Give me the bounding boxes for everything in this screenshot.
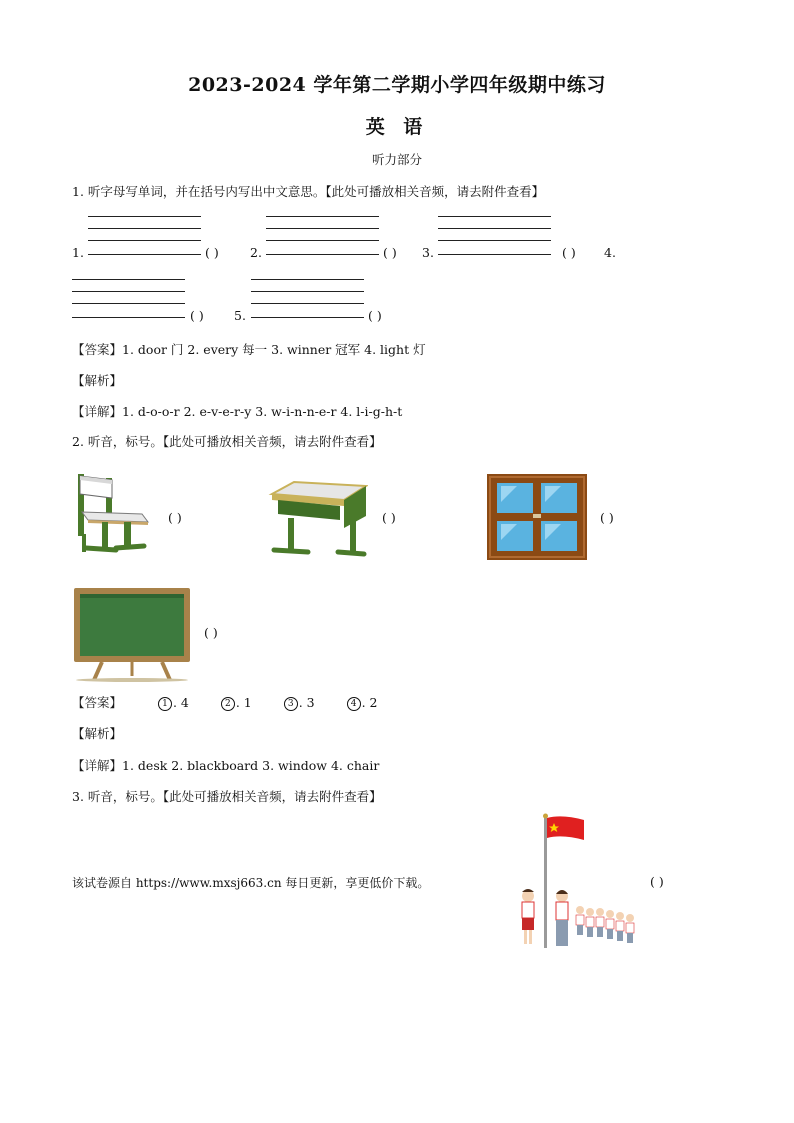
window-image (487, 474, 587, 560)
q3-source-note: 该试卷源自 https://www.mxsj663.cn 每日更新，享更低价下载。 (72, 876, 430, 890)
q1-answer (72, 340, 426, 358)
q2-detail (72, 756, 379, 774)
q1-item-5-paren[interactable]: ( ) (368, 308, 382, 323)
q2-answer-3-num: 3 (284, 697, 298, 711)
answer-tag: 【答案】 (72, 342, 123, 357)
q1-analysis-tag: 【解析】 (72, 373, 123, 388)
q2-answer-1-val: . 4 (172, 695, 189, 710)
q3-paren[interactable]: ( ) (650, 874, 664, 889)
q1-item-3-label: 3. (422, 245, 434, 260)
blackboard-image (72, 586, 194, 682)
detail-tag: 【详解】 (72, 758, 123, 773)
q1-item-1-label: 1. (72, 245, 84, 260)
q1-item-2-label: 2. (250, 245, 262, 260)
q2-detail-text: 1. desk 2. blackboard 3. window 4. chair (122, 758, 380, 773)
desk-image (268, 478, 368, 564)
q1-item-2-paren[interactable]: ( ) (383, 245, 397, 260)
section-title: 听力部分 (371, 152, 422, 167)
q2-answer-3-val: . 3 (298, 695, 315, 710)
subject-title: 英 语 (365, 116, 429, 138)
q2-answer (72, 693, 378, 711)
q2-answer-4-val: . 2 (361, 695, 378, 710)
q1-item-5-label: 5. (234, 308, 246, 323)
q3-prompt: 3. 听音，标号。【此处可播放相关音频，请去附件查看】 (72, 789, 382, 804)
q1-item-1-paren[interactable]: ( ) (205, 245, 219, 260)
q1-detail-text: 1. d-o-o-r 2. e-v-e-r-y 3. w-i-n-n-e-r 4. l-i-g-h-t (122, 404, 403, 419)
q2-answer-4-num: 4 (347, 697, 361, 711)
q2-prompt: 2. 听音，标号。【此处可播放相关音频，请去附件查看】 (72, 434, 382, 449)
q2-chair-paren[interactable]: ( ) (168, 510, 182, 525)
q2-window-paren[interactable]: ( ) (600, 510, 614, 525)
q1-item-3-paren[interactable]: ( ) (562, 245, 576, 260)
q1-item-4-label: 4. (604, 245, 616, 260)
q1-detail (72, 402, 402, 420)
q2-analysis-tag: 【解析】 (72, 726, 123, 741)
q2-answer-2-num: 2 (221, 697, 235, 711)
q2-desk-paren[interactable]: ( ) (382, 510, 396, 525)
q1-answer-text: 1. door 门 2. every 每一 3. winner 冠军 4. light 灯 (122, 342, 426, 357)
q1-prompt: 1. 听字母写单词，并在括号内写出中文意思。【此处可播放相关音频，请去附件查看】 (72, 184, 545, 199)
page-title: 2023-2024 学年第二学期小学四年级期中练习 (188, 74, 606, 96)
chair-image (72, 468, 152, 558)
q1-item-4-paren[interactable]: ( ) (190, 308, 204, 323)
q2-blackboard-paren[interactable]: ( ) (204, 625, 218, 640)
q2-answer-2-val: . 1 (235, 695, 252, 710)
flag-raising-image (510, 812, 642, 952)
detail-tag: 【详解】 (72, 404, 123, 419)
q2-answer-1-num: 1 (158, 697, 172, 711)
answer-tag: 【答案】 (72, 695, 123, 710)
